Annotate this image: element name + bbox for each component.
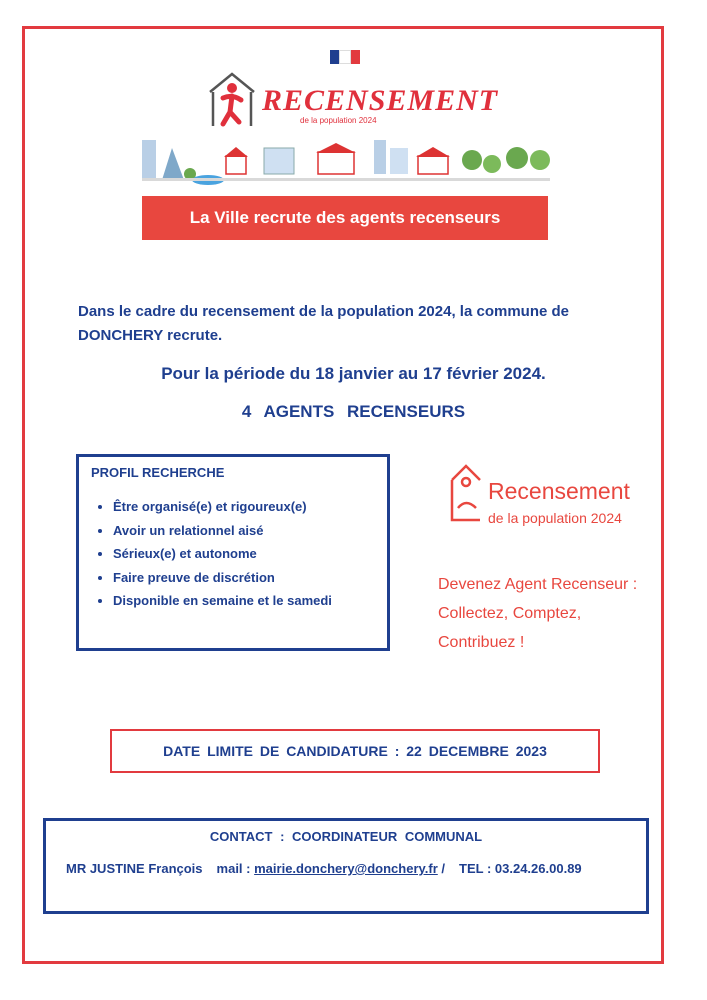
side-logo-title: Recensement xyxy=(488,478,630,504)
profile-title: PROFIL RECHERCHE xyxy=(91,465,225,480)
logo-title: RECENSEMENT xyxy=(262,84,499,117)
profile-item: • Avoir un relationnel aisé xyxy=(113,519,332,543)
contact-tel: TEL : 03.24.26.00.89 xyxy=(459,861,582,876)
town-illustration xyxy=(142,134,550,190)
cta-line: Collectez, Comptez, xyxy=(438,605,582,622)
agents-count: 4 AGENTS RECENSEURS xyxy=(241,402,466,421)
cta-line: Contribuez ! xyxy=(438,634,525,651)
call-to-action xyxy=(438,570,638,657)
cta-line: Devenez Agent Recenseur : xyxy=(438,576,638,593)
profile-item: • Disponible en semaine et le samedi xyxy=(113,589,332,613)
side-logo-subtitle: de la population 2024 xyxy=(488,510,622,526)
mail-link[interactable]: mairie.donchery@donchery.fr xyxy=(254,861,438,876)
contact-title: CONTACT : COORDINATEUR COMMUNAL xyxy=(209,829,483,844)
contact-name: MR JUSTINE François xyxy=(66,861,203,876)
recruitment-banner: La Ville recrute des agents recenseurs xyxy=(142,196,548,240)
intro-paragraph: Dans le cadre du recensement de la population 2024, la commune de DONCHERY recrute. xyxy=(78,303,569,344)
deadline-text: DATE LIMITE DE CANDIDATURE : 22 DECEMBRE 2023 xyxy=(163,743,547,759)
profile-item: • Être organisé(e) et rigoureux(e) xyxy=(113,495,332,519)
profile-item: • Faire preuve de discrétion xyxy=(113,566,332,590)
french-flag-icon xyxy=(330,50,360,64)
mail-label: mail : xyxy=(216,861,251,876)
contact-line xyxy=(66,861,582,876)
contact-box xyxy=(43,818,649,914)
separator: / xyxy=(441,861,446,876)
deadline-box xyxy=(110,729,600,773)
profile-list xyxy=(87,495,332,613)
logo-subtitle: de la population 2024 xyxy=(300,116,377,125)
profile-box xyxy=(76,454,390,651)
profile-item: • Sérieux(e) et autonome xyxy=(113,542,332,566)
period-text: Pour la période du 18 janvier au 17 février 2024. xyxy=(161,364,546,383)
